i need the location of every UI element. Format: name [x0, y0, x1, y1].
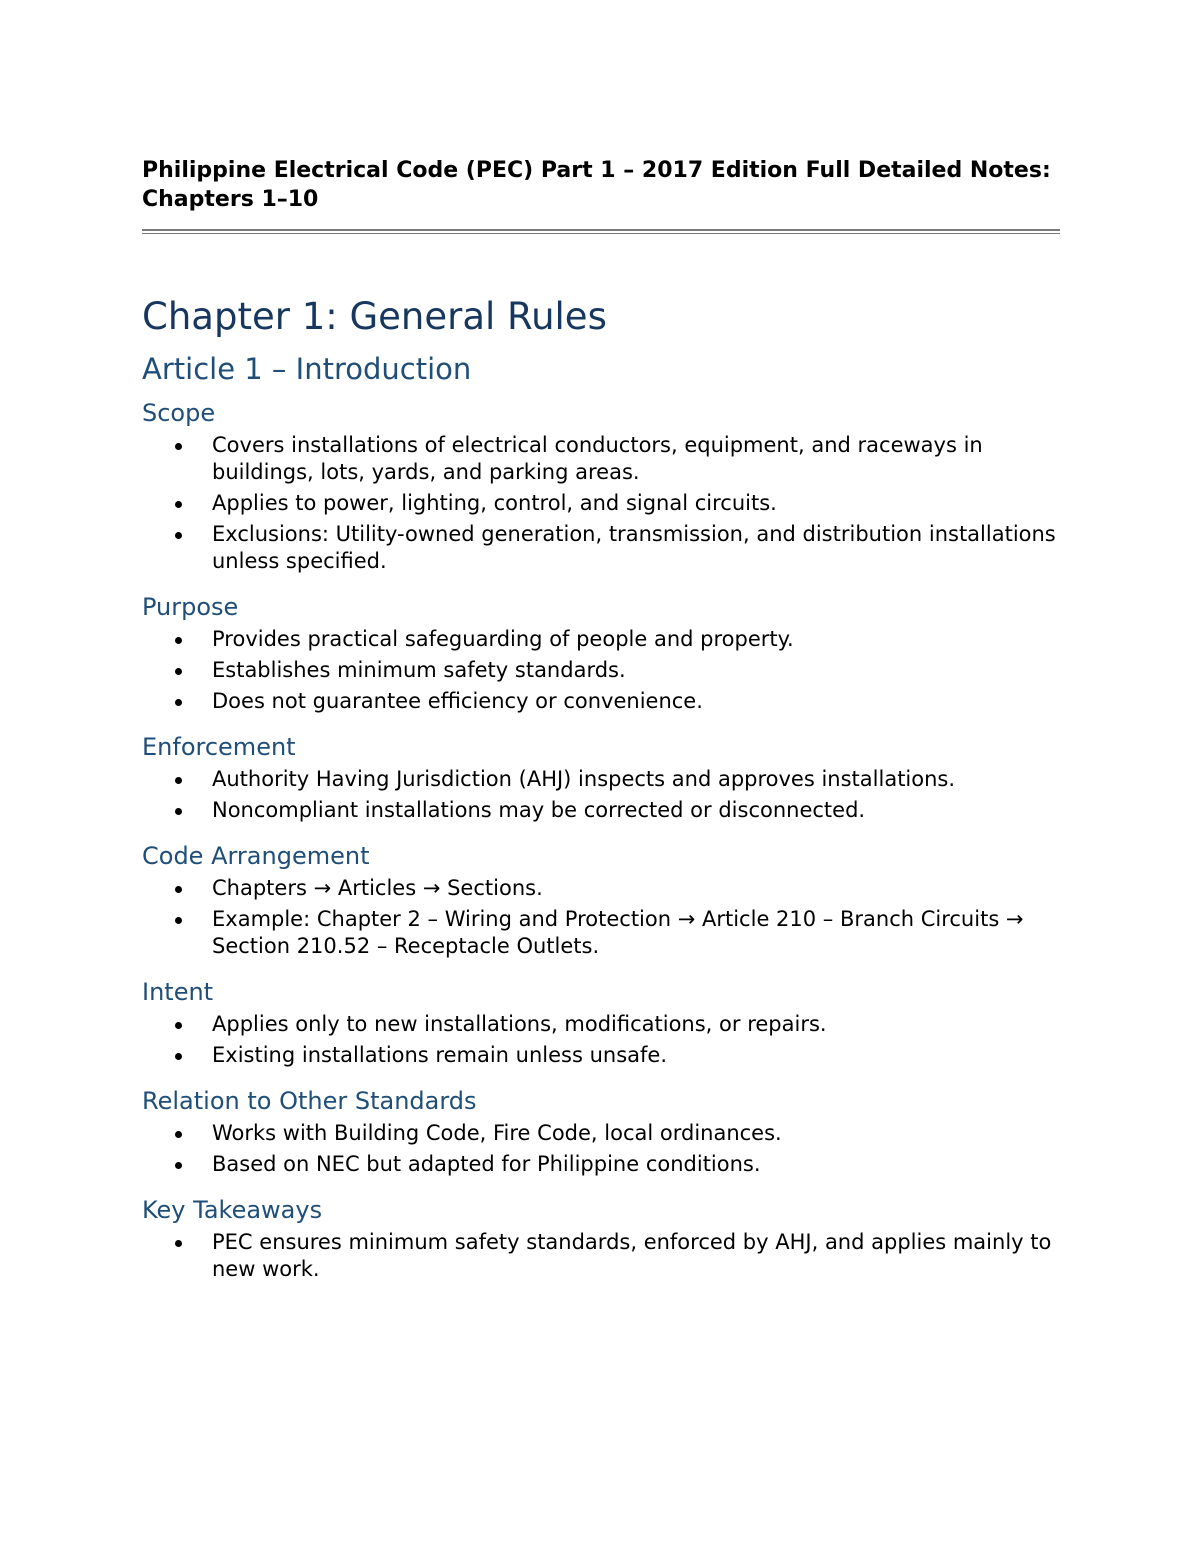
list-item: [142, 490, 1060, 517]
bullet-icon: [175, 917, 182, 924]
list-item-text: Applies to power, lighting, control, and signal circuits.: [212, 491, 777, 515]
list-item-text: Provides practical safeguarding of people and property.: [212, 627, 794, 651]
section-code-arrangement: [142, 840, 1060, 960]
list-item-text: Applies only to new installations, modifications, or repairs.: [212, 1012, 827, 1036]
section-heading: Key Takeaways: [142, 1196, 323, 1224]
list-item: [142, 1011, 1060, 1038]
bullet-icon: [175, 637, 182, 644]
list-item: [142, 1120, 1060, 1147]
section-scope: [142, 397, 1060, 575]
list-item-text: Existing installations remain unless unsafe.: [212, 1043, 668, 1067]
section-purpose: [142, 591, 1060, 715]
list-item: [142, 875, 1060, 902]
list-item: [142, 521, 1060, 575]
list-item-text: PEC ensures minimum safety standards, enforced by AHJ, and applies mainly to new work.: [212, 1230, 1052, 1281]
list-item-text: Authority Having Jurisdiction (AHJ) inspects and approves installations.: [212, 767, 956, 791]
list-item: [142, 797, 1060, 824]
bullet-list: [142, 1011, 1060, 1069]
list-item-text: Establishes minimum safety standards.: [212, 658, 626, 682]
bullet-icon: [175, 1240, 182, 1247]
list-item-text: Exclusions: Utility-owned generation, transmission, and distribution installations unless specified.: [212, 522, 1056, 573]
list-item: [142, 626, 1060, 653]
section-intent: [142, 976, 1060, 1069]
bullet-icon: [175, 699, 182, 706]
section-heading: Enforcement: [142, 733, 296, 761]
bullet-icon: [175, 1053, 182, 1060]
list-item-text: Based on NEC but adapted for Philippine conditions.: [212, 1152, 761, 1176]
section-enforcement: [142, 731, 1060, 824]
bullet-icon: [175, 1131, 182, 1138]
document-title: Philippine Electrical Code (PEC) Part 1 – 2017 Edition Full Detailed Notes: Chapters 1–10: [142, 158, 1051, 212]
bullet-icon: [175, 501, 182, 508]
list-item: [142, 657, 1060, 684]
list-item: [142, 688, 1060, 715]
bullet-list: [142, 1229, 1060, 1283]
list-item-text: Works with Building Code, Fire Code, local ordinances.: [212, 1121, 782, 1145]
chapter-title: Chapter 1: General Rules: [142, 295, 607, 338]
sections-list: [142, 397, 1060, 1283]
list-item-text: Does not guarantee efficiency or convenience.: [212, 689, 703, 713]
bullet-icon: [175, 1162, 182, 1169]
bullet-icon: [175, 532, 182, 539]
bullet-list: [142, 432, 1060, 575]
bullet-list: [142, 875, 1060, 960]
title-divider: [142, 229, 1060, 234]
section-heading: Relation to Other Standards: [142, 1087, 477, 1115]
article-title: Article 1 – Introduction: [142, 352, 472, 386]
section-key-takeaways: [142, 1194, 1060, 1283]
list-item: [142, 906, 1060, 960]
bullet-icon: [175, 808, 182, 815]
bullet-icon: [175, 886, 182, 893]
section-heading: Intent: [142, 978, 214, 1006]
section-heading: Scope: [142, 399, 216, 427]
section-heading: Purpose: [142, 593, 239, 621]
bullet-icon: [175, 443, 182, 450]
list-item: [142, 1151, 1060, 1178]
bullet-icon: [175, 668, 182, 675]
section-relation-to-other-standards: [142, 1085, 1060, 1178]
list-item: [142, 1229, 1060, 1283]
list-item: [142, 766, 1060, 793]
list-item-text: Noncompliant installations may be corrected or disconnected.: [212, 798, 866, 822]
bullet-list: [142, 766, 1060, 824]
bullet-icon: [175, 777, 182, 784]
document-content: [142, 292, 1060, 1287]
bullet-list: [142, 1120, 1060, 1178]
list-item: [142, 1042, 1060, 1069]
section-heading: Code Arrangement: [142, 842, 370, 870]
list-item-text: Covers installations of electrical conductors, equipment, and raceways in buildings, lots, yards, and parking areas.: [212, 433, 983, 484]
bullet-icon: [175, 1022, 182, 1029]
bullet-list: [142, 626, 1060, 715]
list-item-text: Chapters → Articles → Sections.: [212, 876, 543, 900]
list-item-text: Example: Chapter 2 – Wiring and Protection → Article 210 – Branch Circuits → Section 210.52 – Receptacle Outlets.: [212, 907, 1024, 958]
list-item: [142, 432, 1060, 486]
